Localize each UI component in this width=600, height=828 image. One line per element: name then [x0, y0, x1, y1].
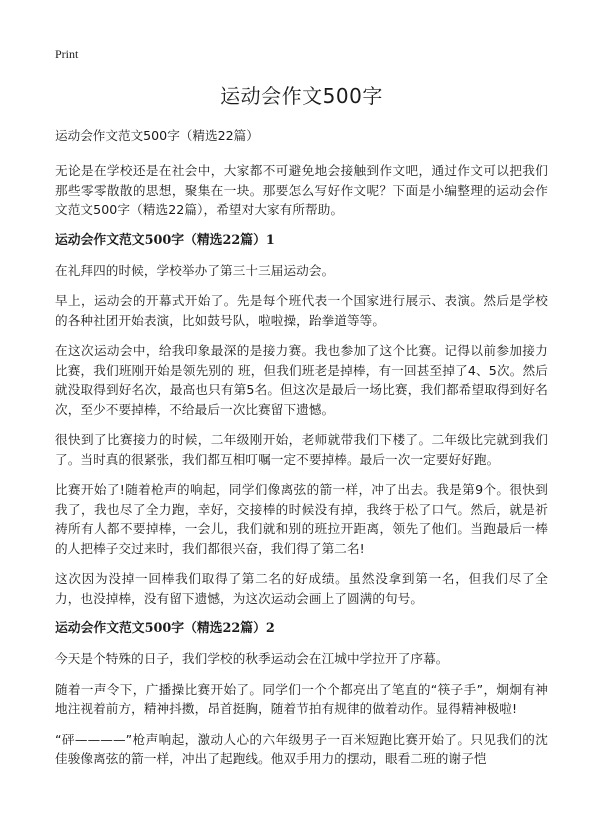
section-heading-1: 运动会作文范文500字（精选22篇）1: [55, 232, 275, 248]
section-1-paragraph: 这次因为没掉一回棒我们取得了第二名的好成绩。虽然没拿到第一名，但我们尽了全力，也没掉棒，没有留下遗憾，为这次运动会画上了圆满的句号。: [55, 571, 548, 606]
section-2-paragraph: 随着一声令下，广播操比赛开始了。同学们一个个都亮出了笔直的“筷子手”，炯炯有神地注视着前方，精神抖擞，昂首挺胸，随着节拍有规律的做着动作。显得精神极啦!: [55, 681, 548, 716]
section-1-paragraph: 早上，运动会的开幕式开始了。先是每个班代表一个国家进行展示、表演。然后是学校的各种社团开始表演，比如鼓号队，啦啦操，跆拳道等等。: [55, 293, 548, 328]
document-body: [55, 161, 548, 780]
section-1-paragraph: 很快到了比赛接力的时候，二年级刚开始，老师就带我们下楼了。二年级比完就到我们了。当时真的很紧张，我们都互相叮嘱一定不要掉棒。最后一次一定要好好跑。: [55, 432, 548, 467]
section-heading-2: 运动会作文范文500字（精选22篇）2: [55, 621, 275, 636]
section-2-paragraph: “砰————”枪声响起，激动人心的六年级男子一百米短跑比赛开始了。只见我们的沈佳骏像离弦的箭一样，冲出了起跑线。他双手用力的摆动，眼看二班的谢子恺: [55, 731, 548, 766]
section-1-paragraph: 在这次运动会中，给我印象最深的是接力赛。我也参加了这个比赛。记得以前参加接力比赛，我们班刚开始是领先别的 班，但我们班老是掉棒，有一回甚至掉了4、5次。然后就没取得到好名次，最高也只有第5名。但这次是最后一场比赛，我们都希望取得到好名次，至少不要掉棒，不给最后一次比赛留下遗憾。: [55, 343, 548, 417]
section-1-paragraph: 在礼拜四的时候，学校举办了第三十三届运动会。: [55, 262, 335, 278]
intro-paragraph: 无论是在学校还是在社会中，大家都不可避免地会接触到作文吧，通过作文可以把我们那些零零散散的思想，聚集在一块。那要怎么写好作文呢？下面是小编整理的运动会作文范文500字（精选22篇），希望对大家有所帮助。: [55, 163, 548, 217]
document-subtitle: 运动会作文范文500字（精选22篇）: [55, 128, 259, 143]
section-2-paragraph: 今天是个特殊的日子，我们学校的秋季运动会在江城中学拉开了序幕。: [55, 651, 449, 666]
section-1-paragraph: 比赛开始了!随着枪声的响起，同学们像离弦的箭一样，冲了出去。我是第9个。很快到我了，我也尽了全力跑，幸好，交接棒的时候没有掉，我终于松了口气。然后，就是祈祷所有人都不要掉棒，一会儿，我们就和别的班拉开距离，领先了他们。当跑最后一棒的人把棒子交过来时，我们都很兴奋，我们得了第二名!: [55, 482, 548, 556]
print-link[interactable]: Print: [55, 47, 79, 61]
document-title: 运动会作文500字: [220, 84, 383, 108]
